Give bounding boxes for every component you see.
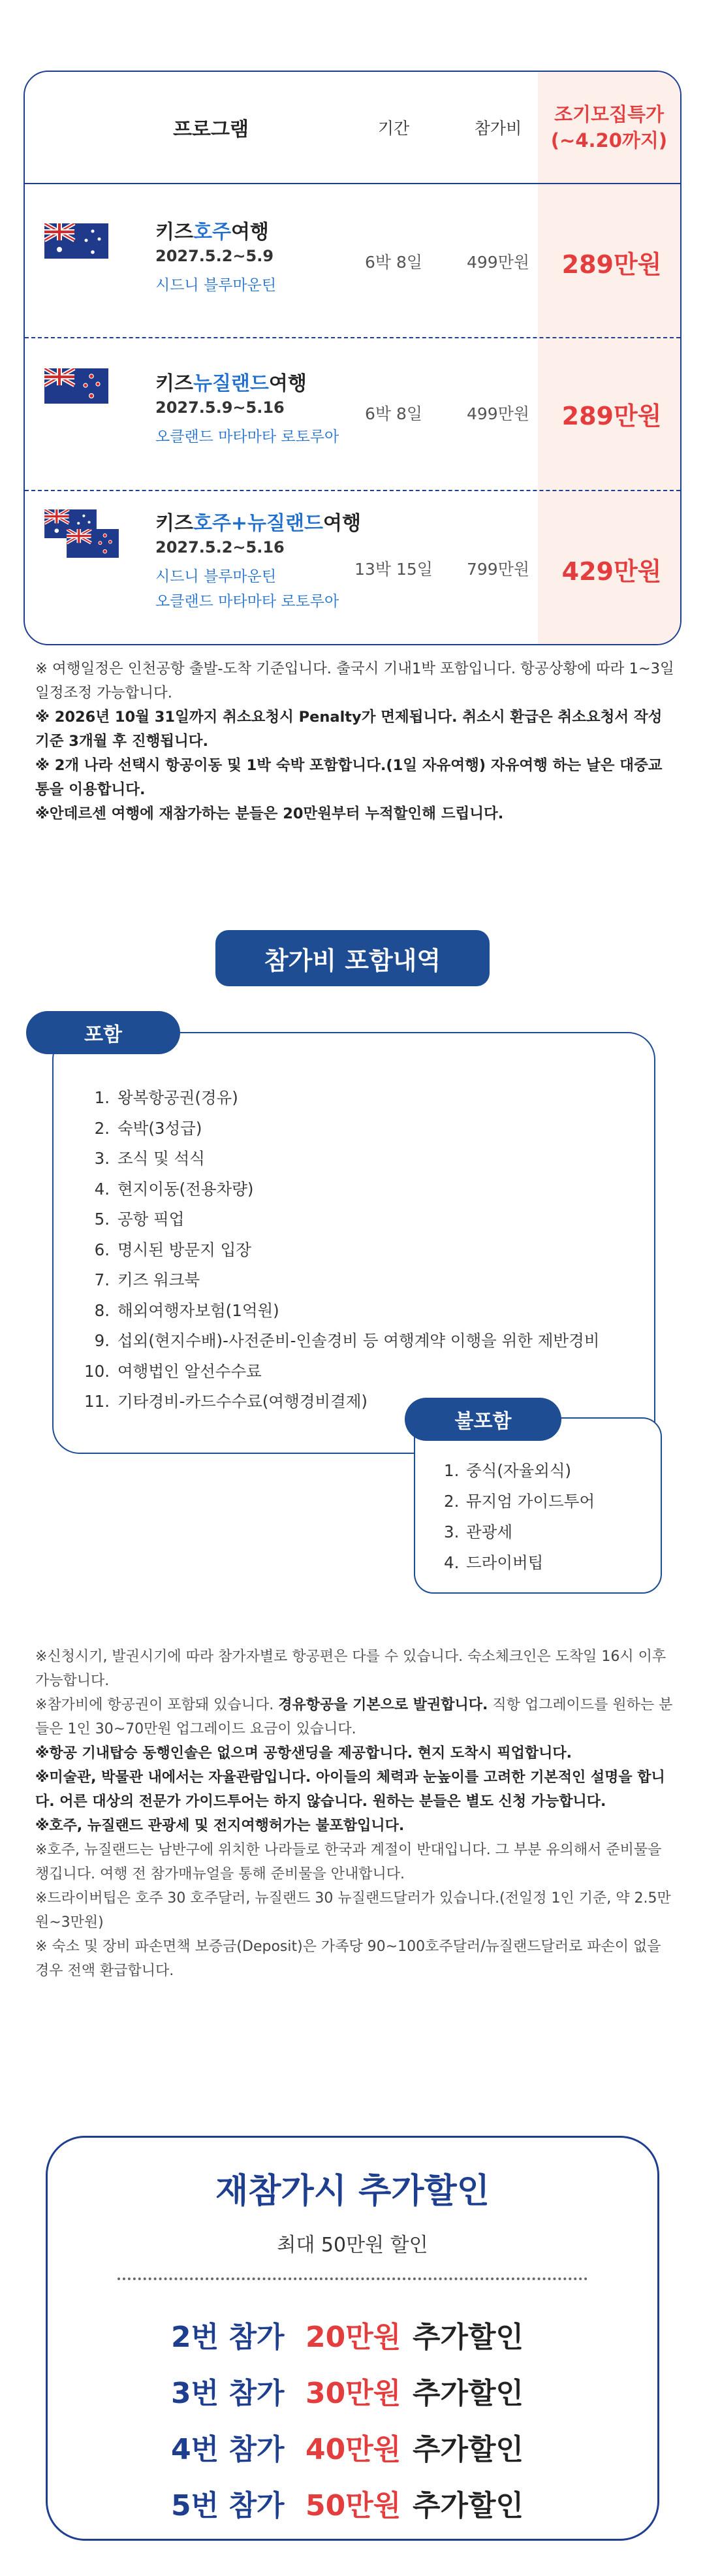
list-item-text: 명시된 방문지 입장 xyxy=(118,1240,251,1259)
discount-divider xyxy=(118,2278,588,2280)
list-item: 6. 명시된 방문지 입장 xyxy=(94,1240,251,1259)
discount-suffix: 추가할인 xyxy=(413,2377,524,2410)
list-item-text: 조식 및 석식 xyxy=(118,1149,205,1168)
included-list xyxy=(84,1083,599,1417)
note-bold-text: 경유항공을 기본으로 발권합니다. xyxy=(278,1697,488,1713)
program-city: 오클랜드 마타마타 로토루아 xyxy=(155,428,339,445)
discount-row xyxy=(171,2370,524,2411)
discount-suffix: 추가할인 xyxy=(413,2321,524,2354)
list-item: 1. 중식(자율외식) xyxy=(444,1461,572,1480)
program-name-post: 여행 xyxy=(230,221,269,244)
discount-amount: 30만원 xyxy=(306,2377,401,2410)
note-item: ※드라이버팁은 호주 30 호주달러, 뉴질랜드 30 뉴질랜드달러가 있습니다.(전일정 1인 기준, 약 2.5만원~3만원) xyxy=(35,1890,671,1931)
table-header xyxy=(25,72,680,183)
list-item: 7. 키즈 워크북 xyxy=(94,1270,200,1289)
program-name-highlight: 뉴질랜드 xyxy=(193,372,269,395)
discount-count: 4번 참가 xyxy=(171,2433,285,2466)
list-item-text: 키즈 워크북 xyxy=(118,1270,200,1289)
program-dates: 2027.5.2~5.9 xyxy=(155,247,274,265)
discount-amount: 40만원 xyxy=(306,2433,401,2466)
flag-group xyxy=(44,509,123,562)
program-name-pre: 키즈 xyxy=(155,372,193,395)
list-item-text: 해외여행자보험(1억원) xyxy=(118,1300,279,1320)
program-name xyxy=(155,507,361,536)
note-item: ※항공 기내탑승 동행인솔은 없으며 공항샌딩을 제공합니다. 현지 도착시 픽업합니다. xyxy=(35,1745,572,1762)
list-item-text: 기타경비-카드수수료(여행경비결제) xyxy=(118,1392,368,1411)
program-period: 6박 8일 xyxy=(364,404,423,423)
flag-group xyxy=(44,223,108,259)
note-text: 직항 업그레이드를 원하는 분들은 1인 30~70만원 업그레이드 요금이 있습니다. xyxy=(35,1697,673,1737)
discount-row xyxy=(171,2426,524,2468)
list-item-text: 공항 픽업 xyxy=(118,1210,185,1229)
list-item-text: 숙박(3성급) xyxy=(118,1118,202,1138)
note-item: ※ 숙소 및 장비 파손면책 보증금(Deposit)은 가족당 90~100호주달러/뉴질랜드달러로 파손이 없을 경우 전액 환급합니다. xyxy=(35,1939,661,1979)
program-promo-price: 289만원 xyxy=(561,250,662,279)
discount-count: 5번 참가 xyxy=(171,2489,285,2522)
program-city: 오클랜드 마타마타 로토루아 xyxy=(155,593,339,610)
program-promo-price: 429만원 xyxy=(561,557,662,586)
header-promo-line1: 조기모집특가 xyxy=(554,103,665,125)
australia-flag-icon xyxy=(44,223,108,259)
program-promo-price: 289만원 xyxy=(561,402,662,430)
program-fee: 499만원 xyxy=(466,253,530,272)
list-item-text: 관광세 xyxy=(466,1522,513,1541)
discount-suffix: 추가할인 xyxy=(413,2433,524,2466)
note-item: ※신청시기, 발권시기에 따라 참가자별로 항공편은 다를 수 있습니다. 숙소체크인은 도착일 16시 이후 가능합니다. xyxy=(35,1649,666,1689)
program-period: 6박 8일 xyxy=(364,253,423,272)
list-item-text: 왕복항공권(경유) xyxy=(118,1088,238,1107)
program-dates: 2027.5.2~5.16 xyxy=(155,538,285,556)
list-item: 5. 공항 픽업 xyxy=(94,1210,185,1229)
included-tag: 포함 xyxy=(26,1011,180,1054)
program-fee: 799만원 xyxy=(466,560,530,579)
list-item-text: 드라이버팁 xyxy=(466,1553,544,1572)
discount-amount: 50만원 xyxy=(306,2489,401,2522)
note-item: ※호주, 뉴질랜드 관광세 및 전지여행허가는 불포함입니다. xyxy=(35,1818,405,1834)
table-row xyxy=(25,491,680,645)
program-dates: 2027.5.9~5.16 xyxy=(155,398,285,417)
discount-suffix: 추가할인 xyxy=(413,2489,524,2522)
list-item: 11. 기타경비-카드수수료(여행경비결제) xyxy=(84,1392,368,1411)
list-item: 3. 조식 및 석식 xyxy=(94,1149,205,1168)
discount-row xyxy=(171,2313,524,2355)
program-name-pre: 키즈 xyxy=(155,512,193,535)
list-item-text: 여행법인 알선수수료 xyxy=(118,1361,262,1381)
list-item-text: 중식(자율외식) xyxy=(466,1461,572,1480)
program-name-highlight: 호주 xyxy=(193,221,231,244)
table-row xyxy=(25,338,680,490)
program-name-pre: 키즈 xyxy=(155,221,193,244)
note-text: ※참가비에 항공권이 포함돼 있습니다. xyxy=(35,1697,279,1713)
program-name-highlight: 호주+뉴질랜드 xyxy=(193,512,323,535)
new-zealand-flag-icon xyxy=(44,368,108,404)
travel-notes xyxy=(35,657,675,826)
discount-count: 2번 참가 xyxy=(171,2321,285,2354)
note-item xyxy=(35,1693,678,1741)
header-period: 기간 xyxy=(377,119,410,138)
note-item: ※ 2개 나라 선택시 항공이동 및 1박 숙박 포함합니다.(1일 자유여행) 자유여행 하는 날은 대중교통을 이용합니다. xyxy=(35,757,663,798)
list-item: 10. 여행법인 알선수수료 xyxy=(84,1361,262,1381)
note-item: ※ 여행일정은 인천공항 출발-도착 기준입니다. 출국시 기내1박 포함입니다. 항공상황에 따라 1~3일 일정조정 가능합니다. xyxy=(35,660,674,701)
list-item: 4. 드라이버팁 xyxy=(444,1553,544,1572)
program-name xyxy=(155,216,269,244)
discount-row xyxy=(171,2482,524,2524)
excluded-list xyxy=(444,1455,595,1578)
note-item: ※미술관, 박물관 내에서는 자율관람입니다. 아이들의 체력과 눈높이를 고려한 기본적인 설명을 합니다. 어른 대상의 전문가 가이드투어는 하지 않습니다. 원하는 분들은 별도 신청 가능합니다. xyxy=(35,1769,665,1810)
program-period: 13박 15일 xyxy=(354,560,433,579)
program-fee: 499만원 xyxy=(466,404,530,423)
discount-amount: 20만원 xyxy=(306,2321,401,2354)
list-item-text: 뮤지엄 가이드투어 xyxy=(466,1492,595,1511)
list-item: 8. 해외여행자보험(1억원) xyxy=(94,1300,279,1320)
table-row xyxy=(25,184,680,337)
header-promo xyxy=(538,72,680,183)
header-promo-line2: (~4.20까지) xyxy=(550,129,668,152)
list-item: 2. 숙박(3성급) xyxy=(94,1118,202,1138)
excluded-tag: 불포함 xyxy=(405,1398,561,1441)
section-title: 참가비 포함내역 xyxy=(215,930,490,986)
note-item: ※호주, 뉴질랜드는 남반구에 위치한 나라들로 한국과 계절이 반대입니다. 그 부분 유의해서 준비물을 챙깁니다. 여행 전 참가매뉴얼을 통해 준비물을 안내합니다. xyxy=(35,1842,662,1882)
new-zealand-flag-icon xyxy=(67,529,119,558)
header-fee: 참가비 xyxy=(474,119,522,138)
bottom-notes xyxy=(35,1645,678,1983)
discount-count: 3번 참가 xyxy=(171,2377,285,2410)
discount-subtitle: 최대 50만원 할인 xyxy=(277,2234,428,2257)
program-name-post: 여행 xyxy=(268,372,307,395)
discount-title: 재참가시 추가할인 xyxy=(215,2172,490,2211)
price-table xyxy=(24,71,682,645)
list-item-text: 현지이동(전용차량) xyxy=(118,1179,254,1199)
note-item: ※ 2026년 10월 31일까지 취소요청시 Penalty가 면제됩니다. 취소시 환급은 취소요청서 작성 기준 3개월 후 진행됩니다. xyxy=(35,709,663,750)
flag-group xyxy=(44,368,108,404)
list-item: 1. 왕복항공권(경유) xyxy=(94,1088,238,1107)
program-city: 시드니 블루마운틴 xyxy=(155,568,277,585)
list-item: 2. 뮤지엄 가이드투어 xyxy=(444,1492,595,1511)
header-program: 프로그램 xyxy=(173,118,249,141)
list-item: 4. 현지이동(전용차량) xyxy=(94,1179,254,1199)
program-name-post: 여행 xyxy=(323,512,361,535)
list-item-text: 섭외(현지수배)-사전준비-인솔경비 등 여행계약 이행을 위한 제반경비 xyxy=(118,1331,600,1350)
list-item: 3. 관광세 xyxy=(444,1522,513,1541)
program-city: 시드니 블루마운틴 xyxy=(155,277,277,294)
list-item: 9. 섭외(현지수배)-사전준비-인솔경비 등 여행계약 이행을 위한 제반경비 xyxy=(94,1331,600,1350)
program-name xyxy=(155,367,307,396)
note-item: ※안데르센 여행에 재참가하는 분들은 20만원부터 누적할인해 드립니다. xyxy=(35,805,504,822)
